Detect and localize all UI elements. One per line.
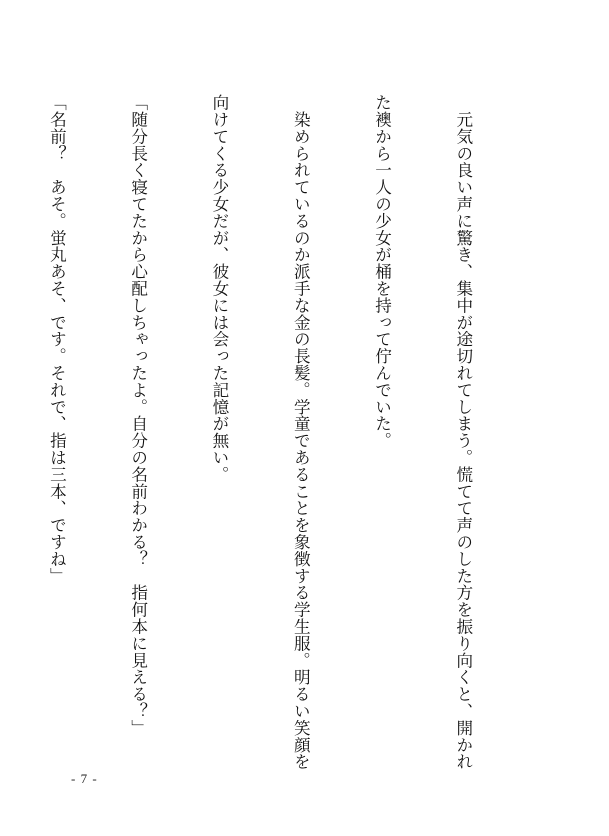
text-line-3: 染められているのか派手な金の長髪。学童であることを象徴する学生服。明るい笑顔を (291, 94, 311, 770)
text-line-1: 元気の良い声に驚き、集中が途切れてしまう。慌てて声のした方を振り向くと、開かれ (453, 94, 473, 770)
text-line-5: 「随分長く寝てたから心配しちゃったよ。自分の名前わかる？ 指何本に見える？」 (128, 94, 148, 737)
vertical-text-body (0, 94, 531, 770)
text-line-4: 向けてくる少女だが、彼女には会った記憶が無い。 (209, 94, 229, 483)
text-line-6: 「名前？ あそ。蛍丸あそ、です。それで、指は三本、ですね」 (47, 94, 67, 585)
text-line-2: た襖から一人の少女が桶を持って佇んでいた。 (372, 94, 392, 449)
page-number: - 7 - (71, 771, 98, 786)
